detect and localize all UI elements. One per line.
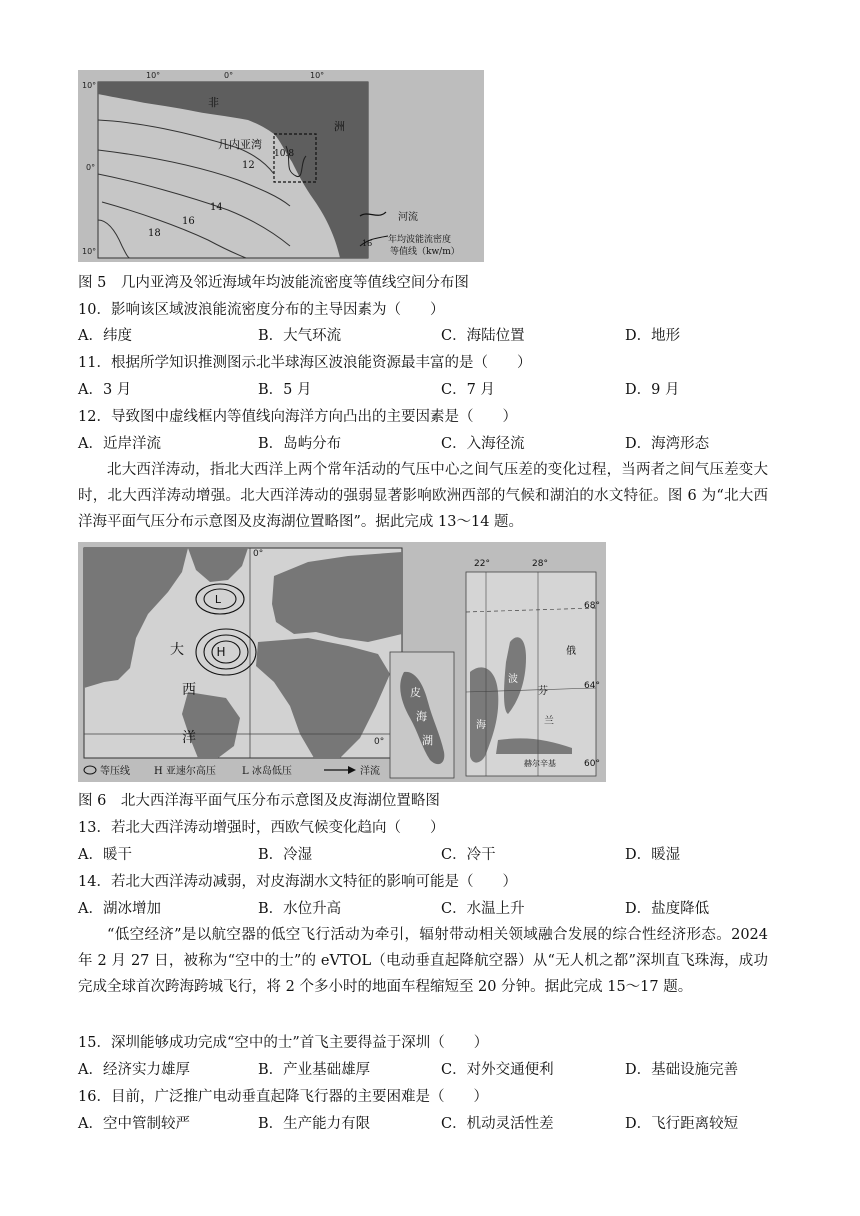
question-13-stem: 13．若北大西洋涛动增强时，西欧气候变化趋向（ ） xyxy=(78,820,445,836)
lat-label: 0° xyxy=(86,163,96,172)
inset-label: 兰 xyxy=(544,716,554,727)
figure-6-map xyxy=(78,542,606,782)
lat-label: 10° xyxy=(82,81,97,90)
option-d: D．9 月 xyxy=(625,382,680,398)
option-c: C．入海径流 xyxy=(441,436,525,452)
option-c: C．海陆位置 xyxy=(441,328,525,344)
option-d: D．基础设施完善 xyxy=(625,1062,739,1078)
inset-label: 海 xyxy=(476,720,486,731)
inset-lat-label: 60° xyxy=(584,759,600,769)
legend-high: H 亚速尔高压 xyxy=(154,766,216,777)
isoline-value: 16 xyxy=(182,216,195,227)
meridian-label: 0° xyxy=(253,549,264,559)
option-b: B．5 月 xyxy=(258,382,312,398)
inset-lon-label: 28° xyxy=(532,559,548,569)
option-a: A．经济实力雄厚 xyxy=(78,1062,190,1078)
inset-city-label: 赫尔辛基 xyxy=(524,759,556,768)
question-16-stem: 16．目前，广泛推广电动垂直起降飞行器的主要困难是（ ） xyxy=(78,1089,488,1105)
isoline-value: 10.8 xyxy=(274,149,295,159)
question-15-stem: 15．深圳能够成功完成“空中的士”首飞主要得益于深圳（ ） xyxy=(78,1035,489,1051)
option-b: B．冷湿 xyxy=(258,847,313,863)
lake-label: 皮 xyxy=(410,686,421,699)
option-c: C．水温上升 xyxy=(441,901,525,917)
figure-5-map xyxy=(78,70,484,262)
legend-isoline-label: 等值线（kw/m） xyxy=(390,247,460,257)
lon-label: 0° xyxy=(224,71,234,80)
option-d: D．地形 xyxy=(625,328,681,344)
inset-label: 波 xyxy=(508,674,518,685)
figure-6-caption: 图 6 北大西洋海平面气压分布示意图及皮海湖位置略图 xyxy=(78,793,440,809)
inset-label: 芬 xyxy=(538,686,548,697)
lat-label: 10° xyxy=(82,247,97,256)
legend-low: L 冰岛低压 xyxy=(242,766,292,777)
ocean-label: 西 xyxy=(182,682,196,698)
iceland-low-marker: L xyxy=(214,593,222,606)
legend-isoline-label: 年均波能流密度 xyxy=(388,235,452,245)
option-b: B．岛屿分布 xyxy=(258,436,342,452)
question-11-stem: 11．根据所学知识推测图示北半球海区波浪能资源最丰富的是（ ） xyxy=(78,355,532,371)
passage-low-altitude-economy: “低空经济”是以航空器的低空飞行活动为牵引，辐射带动相关领域融合发展的综合性经济形态。2024 年 2 月 27 日，被称为“空中的士”的 eVTOL（电动垂直起降航空器）从“无人机之都”深圳直飞珠海，成功完成全球首次跨海跨城飞行，将 2 个多小时的地面车程缩短至 20 分钟。据此完成 15～17 题。 xyxy=(78,927,768,995)
option-a: A．近岸洋流 xyxy=(78,436,161,452)
gulf-label: 几内亚湾 xyxy=(218,138,262,151)
azores-high-marker: H xyxy=(216,645,226,659)
question-10-stem: 10．影响该区域波浪能流密度分布的主导因素为（ ） xyxy=(78,302,445,318)
inset-label: 俄 xyxy=(566,646,576,657)
option-a: A．暖干 xyxy=(78,847,132,863)
region-label: 洲 xyxy=(334,120,345,133)
isoline-value: 18 xyxy=(148,228,161,239)
option-d: D．盐度降低 xyxy=(625,901,710,917)
legend-isoline-value: 16 xyxy=(362,239,373,248)
option-c: C．7 月 xyxy=(441,382,495,398)
ocean-label: 大 xyxy=(170,642,184,658)
option-a: A．3 月 xyxy=(78,382,132,398)
option-b: B．生产能力有限 xyxy=(258,1116,371,1132)
option-d: D．海湾形态 xyxy=(625,436,710,452)
equator-label: 0° xyxy=(374,737,385,747)
question-12-stem: 12．导致图中虚线框内等值线向海洋方向凸出的主要因素是（ ） xyxy=(78,409,517,425)
inset-lat-label: 64° xyxy=(584,681,600,691)
lon-label: 10° xyxy=(310,71,325,80)
option-a: A．纬度 xyxy=(78,328,132,344)
inset-lon-label: 22° xyxy=(474,559,490,569)
option-b: B．产业基础雄厚 xyxy=(258,1062,371,1078)
legend-isobar: 等压线 xyxy=(100,766,130,777)
legend-current: 洋流 xyxy=(360,766,380,777)
option-a: A．湖冰增加 xyxy=(78,901,161,917)
option-c: C．对外交通便利 xyxy=(441,1062,554,1078)
lon-label: 10° xyxy=(146,71,161,80)
legend-river: 河流 xyxy=(398,212,418,223)
isoline-value: 14 xyxy=(210,202,223,213)
option-c: C．机动灵活性差 xyxy=(441,1116,554,1132)
isoline-value: 12 xyxy=(242,160,255,171)
region-label: 非 xyxy=(208,96,219,109)
lake-label: 海 xyxy=(416,710,427,723)
option-b: B．水位升高 xyxy=(258,901,342,917)
option-b: B．大气环流 xyxy=(258,328,342,344)
option-d: D．暖湿 xyxy=(625,847,681,863)
figure-5-caption: 图 5 几内亚湾及邻近海域年均波能流密度等值线空间分布图 xyxy=(78,275,469,291)
lake-label: 湖 xyxy=(422,734,433,747)
option-d: D．飞行距离较短 xyxy=(625,1116,739,1132)
passage-nao: 北大西洋涛动，指北大西洋上两个常年活动的气压中心之间气压差的变化过程，当两者之间气压差变大时，北大西洋涛动增强。北大西洋涛动的强弱显著影响欧洲西部的气候和湖泊的水文特征。图 6 为“北大西洋海平面气压分布示意图及皮海湖位置略图”。据此完成 13～14 题。 xyxy=(78,462,768,530)
option-c: C．冷干 xyxy=(441,847,496,863)
ocean-label: 洋 xyxy=(182,730,196,746)
inset-lat-label: 68° xyxy=(584,601,600,611)
question-14-stem: 14．若北大西洋涛动减弱，对皮海湖水文特征的影响可能是（ ） xyxy=(78,874,517,890)
option-a: A．空中管制较严 xyxy=(78,1116,190,1132)
